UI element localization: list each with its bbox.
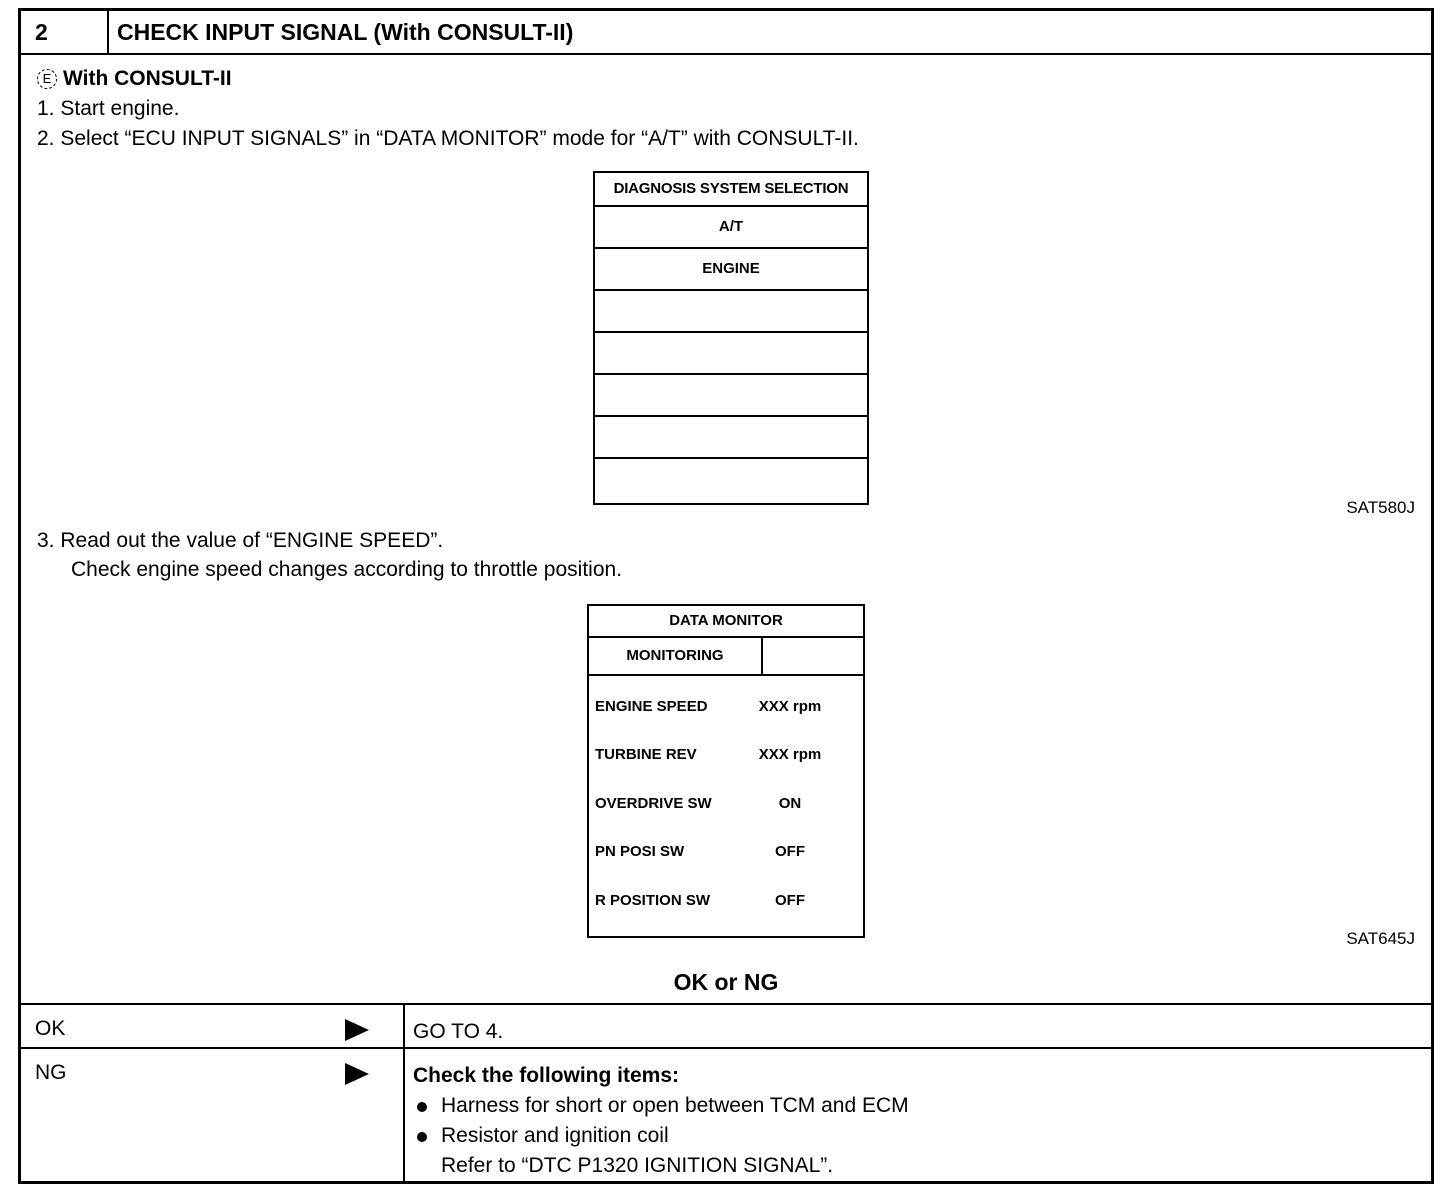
monitor-item-value: XXX rpm (758, 697, 822, 715)
ok-or-ng-heading: OK or NG (673, 969, 779, 995)
header-row (21, 11, 1431, 55)
ng-heading: Check the following items: (413, 1064, 680, 1087)
monitor-item-value: OFF (775, 843, 805, 861)
mode-heading (37, 67, 232, 91)
step-3: 3. Read out the value of “ENGINE SPEED”. (37, 529, 444, 552)
monitoring-row (589, 638, 863, 676)
arrow-right-icon (345, 1019, 369, 1041)
mode-label: With CONSULT-II (63, 67, 232, 90)
result-ok-label: OK (35, 1017, 66, 1040)
diag-item-empty (595, 459, 867, 501)
result-row-ng (21, 1047, 1431, 1181)
step-3-detail: Check engine speed changes according to throttle position. (71, 558, 623, 581)
consult-mode-icon: E (37, 69, 57, 89)
inspection-table (18, 8, 1434, 1184)
figure-code-sat645j: SAT645J (1346, 929, 1415, 948)
monitor-row (589, 682, 863, 731)
diagnosis-system-selection-box (593, 171, 869, 505)
monitor-item-value: ON (778, 794, 802, 812)
result-ok-cell (21, 1005, 405, 1049)
diag-item-empty (595, 375, 867, 417)
result-ng-label: NG (35, 1061, 67, 1084)
step-number: 2 (21, 11, 109, 53)
monitor-item-name: PN POSI SW (595, 843, 685, 861)
bullet-icon (417, 1132, 427, 1142)
diag-item-at: A/T (595, 207, 867, 249)
monitor-items (589, 676, 863, 925)
step-2: 2. Select “ECU INPUT SIGNALS” in “DATA MONITOR” mode for “A/T” with CONSULT-II. (37, 127, 859, 150)
monitor-item-name: R POSITION SW (595, 891, 711, 909)
arrow-right-icon (345, 1063, 369, 1085)
monitor-row (589, 876, 863, 925)
diag-item-empty (595, 333, 867, 375)
monitor-item-name: TURBINE REV (595, 746, 697, 764)
result-ng-cell (21, 1049, 405, 1181)
monitoring-blank-cell (763, 638, 863, 674)
monitor-row (589, 779, 863, 828)
step-1: 1. Start engine. (37, 97, 180, 120)
monitor-item-name: OVERDRIVE SW (595, 794, 712, 812)
result-ok-action: GO TO 4. (413, 1020, 504, 1043)
ng-item-text: Harness for short or open between TCM and ECM (441, 1094, 909, 1117)
ng-item (413, 1121, 909, 1151)
ng-item (413, 1091, 909, 1121)
monitor-item-name: ENGINE SPEED (595, 697, 708, 715)
monitoring-label: MONITORING (589, 638, 763, 674)
monitor-row (589, 731, 863, 780)
ng-item-text: Resistor and ignition coil (441, 1124, 669, 1147)
data-monitor-title: DATA MONITOR (589, 606, 863, 638)
diag-title: DIAGNOSIS SYSTEM SELECTION (595, 173, 867, 207)
diag-item-empty (595, 417, 867, 459)
figure-code-sat580j: SAT580J (1346, 498, 1415, 517)
ng-note: Refer to “DTC P1320 IGNITION SIGNAL”. (441, 1154, 834, 1177)
monitor-row (589, 828, 863, 877)
result-ng-actions (413, 1061, 909, 1181)
diag-item-engine: ENGINE (595, 249, 867, 291)
data-monitor-box (587, 604, 865, 938)
monitor-item-value: XXX rpm (758, 746, 822, 764)
diag-item-empty (595, 291, 867, 333)
step-title: CHECK INPUT SIGNAL (With CONSULT-II) (117, 19, 574, 45)
bullet-icon (417, 1102, 427, 1112)
result-row-ok (21, 1003, 1431, 1049)
monitor-item-value: OFF (775, 891, 805, 909)
